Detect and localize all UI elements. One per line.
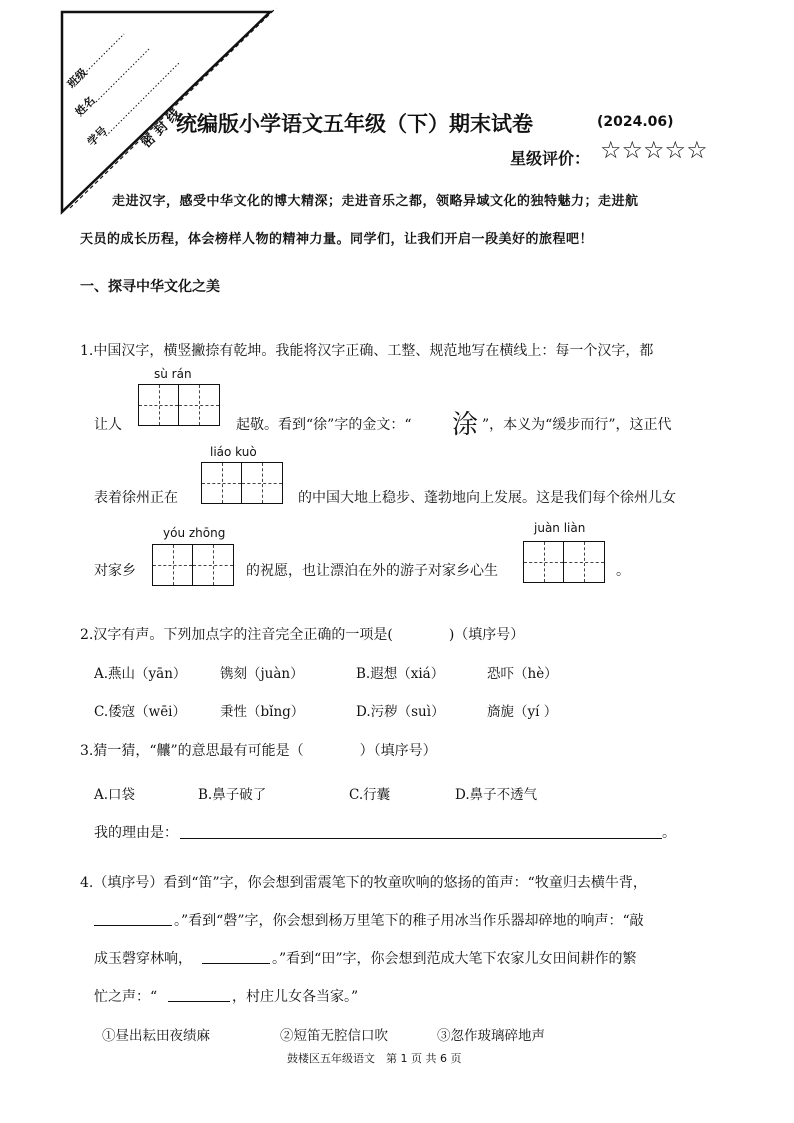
q3-option-d: D.鼻子不透气	[455, 787, 538, 803]
q4-option-1: ①昼出耘田夜绩麻	[102, 1028, 210, 1044]
q1-pinyin-4: juàn liàn	[534, 521, 586, 535]
q1-end-3: 。	[616, 563, 630, 579]
exam-date: (2024.06)	[597, 114, 674, 130]
q1-line-1: 1.中国汉字，横竖撇捺有乾坤。我能将汉字正确、工整、规范地写在横线上：每一个汉字，都	[80, 343, 654, 359]
rating-stars: ☆☆☆☆☆	[600, 136, 708, 164]
q4-line-1: 4.（填序号）看到“笛”字，你会想到雷震笔下的牧童吹响的悠扬的笛声：“牧童归去横牛背，	[80, 875, 647, 891]
q4-blank-2[interactable]	[202, 963, 270, 964]
q3-option-b: B.鼻子破了	[198, 787, 267, 803]
ancient-xu-glyph-icon: 涂	[452, 410, 479, 440]
q1-pinyin-2: liáo kuò	[210, 445, 257, 459]
q2-option-d1: D.污秽（suì）	[356, 704, 445, 720]
q1-mid-3: 的祝愿，也让漂泊在外的游子对家乡心生	[246, 563, 498, 579]
q2-option-c1: C.倭寇（wēi）	[94, 704, 187, 720]
q1-pre-1: 让人	[94, 417, 122, 433]
q4-line-3a: 成玉磬穿林响，	[94, 951, 192, 967]
intro-line-1: 走进汉字，感受中华文化的博大精深；走进音乐之都，领略异域文化的独特魅力；走进航	[112, 194, 639, 209]
q4-line-4b: ，村庄儿女各当家。”	[232, 989, 359, 1005]
q1-pre-2: 表着徐州正在	[94, 490, 178, 506]
q3-reason-blank[interactable]	[180, 838, 662, 839]
q4-line-2: 。”看到“磬”字，你会想到杨万里笔下的稚子用冰当作乐器却碎地的响声：“敲	[174, 913, 644, 929]
q1-pinyin-1: sù rán	[154, 367, 192, 381]
q1-writing-grid-4[interactable]	[523, 541, 605, 583]
intro-line-2: 天员的成长历程，体会榜样人物的精神力量。同学们，让我们开启一段美好的旅程吧！	[80, 232, 594, 247]
section-heading: 一、探寻中华文化之美	[80, 279, 220, 295]
q2-option-d2: 旖旎（yí ）	[487, 704, 558, 720]
q2-option-c2: 秉性（bǐng）	[220, 704, 305, 720]
class-label: 班级	[64, 65, 90, 91]
seal-line-label: 密 封 线	[139, 106, 184, 152]
q4-line-4a: 忙之声：“	[94, 989, 158, 1005]
q1-pinyin-3: yóu zhōng	[163, 526, 226, 540]
page-footer: 鼓楼区五年级语文 第 1 页 共 6 页	[287, 1052, 462, 1065]
q4-blank-3[interactable]	[168, 1001, 230, 1002]
q4-line-3b: 。”看到“田”字，你会想到范成大笔下农家儿女田间耕作的繁	[272, 951, 637, 967]
exam-title: 统编版小学语文五年级（下）期末试卷	[176, 112, 533, 136]
q3-option-a: A.口袋	[94, 787, 136, 803]
q1-post-1: ”，本义为“缓步而行”，这正代	[482, 417, 672, 433]
q1-post-2: 的中国大地上稳步、蓬勃地向上发展。这是我们每个徐州儿女	[298, 490, 676, 506]
student-id-label: 学号	[84, 123, 110, 149]
q1-mid-1: 起敬。看到“徐”字的金文：“	[236, 417, 412, 433]
q2-option-a1: A.燕山（yān）	[94, 666, 187, 682]
q2-option-b2: 恐吓（hè）	[487, 666, 558, 682]
q4-option-2: ②短笛无腔信口吹	[280, 1028, 388, 1044]
q1-writing-grid-2[interactable]	[201, 462, 283, 504]
q3-option-c: C.行囊	[349, 787, 391, 803]
q2-option-b1: B.遐想（xiá）	[356, 666, 445, 682]
name-label: 姓名	[72, 93, 98, 119]
q2-option-a2: 镌刻（juàn）	[220, 666, 304, 682]
q1-writing-grid-1[interactable]	[138, 384, 220, 426]
q1-writing-grid-3[interactable]	[152, 544, 234, 586]
q3-reason-end: 。	[662, 825, 676, 841]
q4-blank-1[interactable]	[94, 925, 172, 926]
q2-stem: 2.汉字有声。下列加点字的注音完全正确的一项是( )（填序号）	[80, 627, 525, 643]
rating-label: 星级评价：	[510, 149, 591, 168]
q3-reason-label: 我的理由是：	[94, 825, 178, 841]
q1-pre-3: 对家乡	[94, 563, 136, 579]
q4-option-3: ③忽作玻璃碎地声	[437, 1028, 545, 1044]
q3-stem: 3.猜一猜，“齉”的意思最有可能是（ ）（填序号）	[80, 743, 437, 759]
